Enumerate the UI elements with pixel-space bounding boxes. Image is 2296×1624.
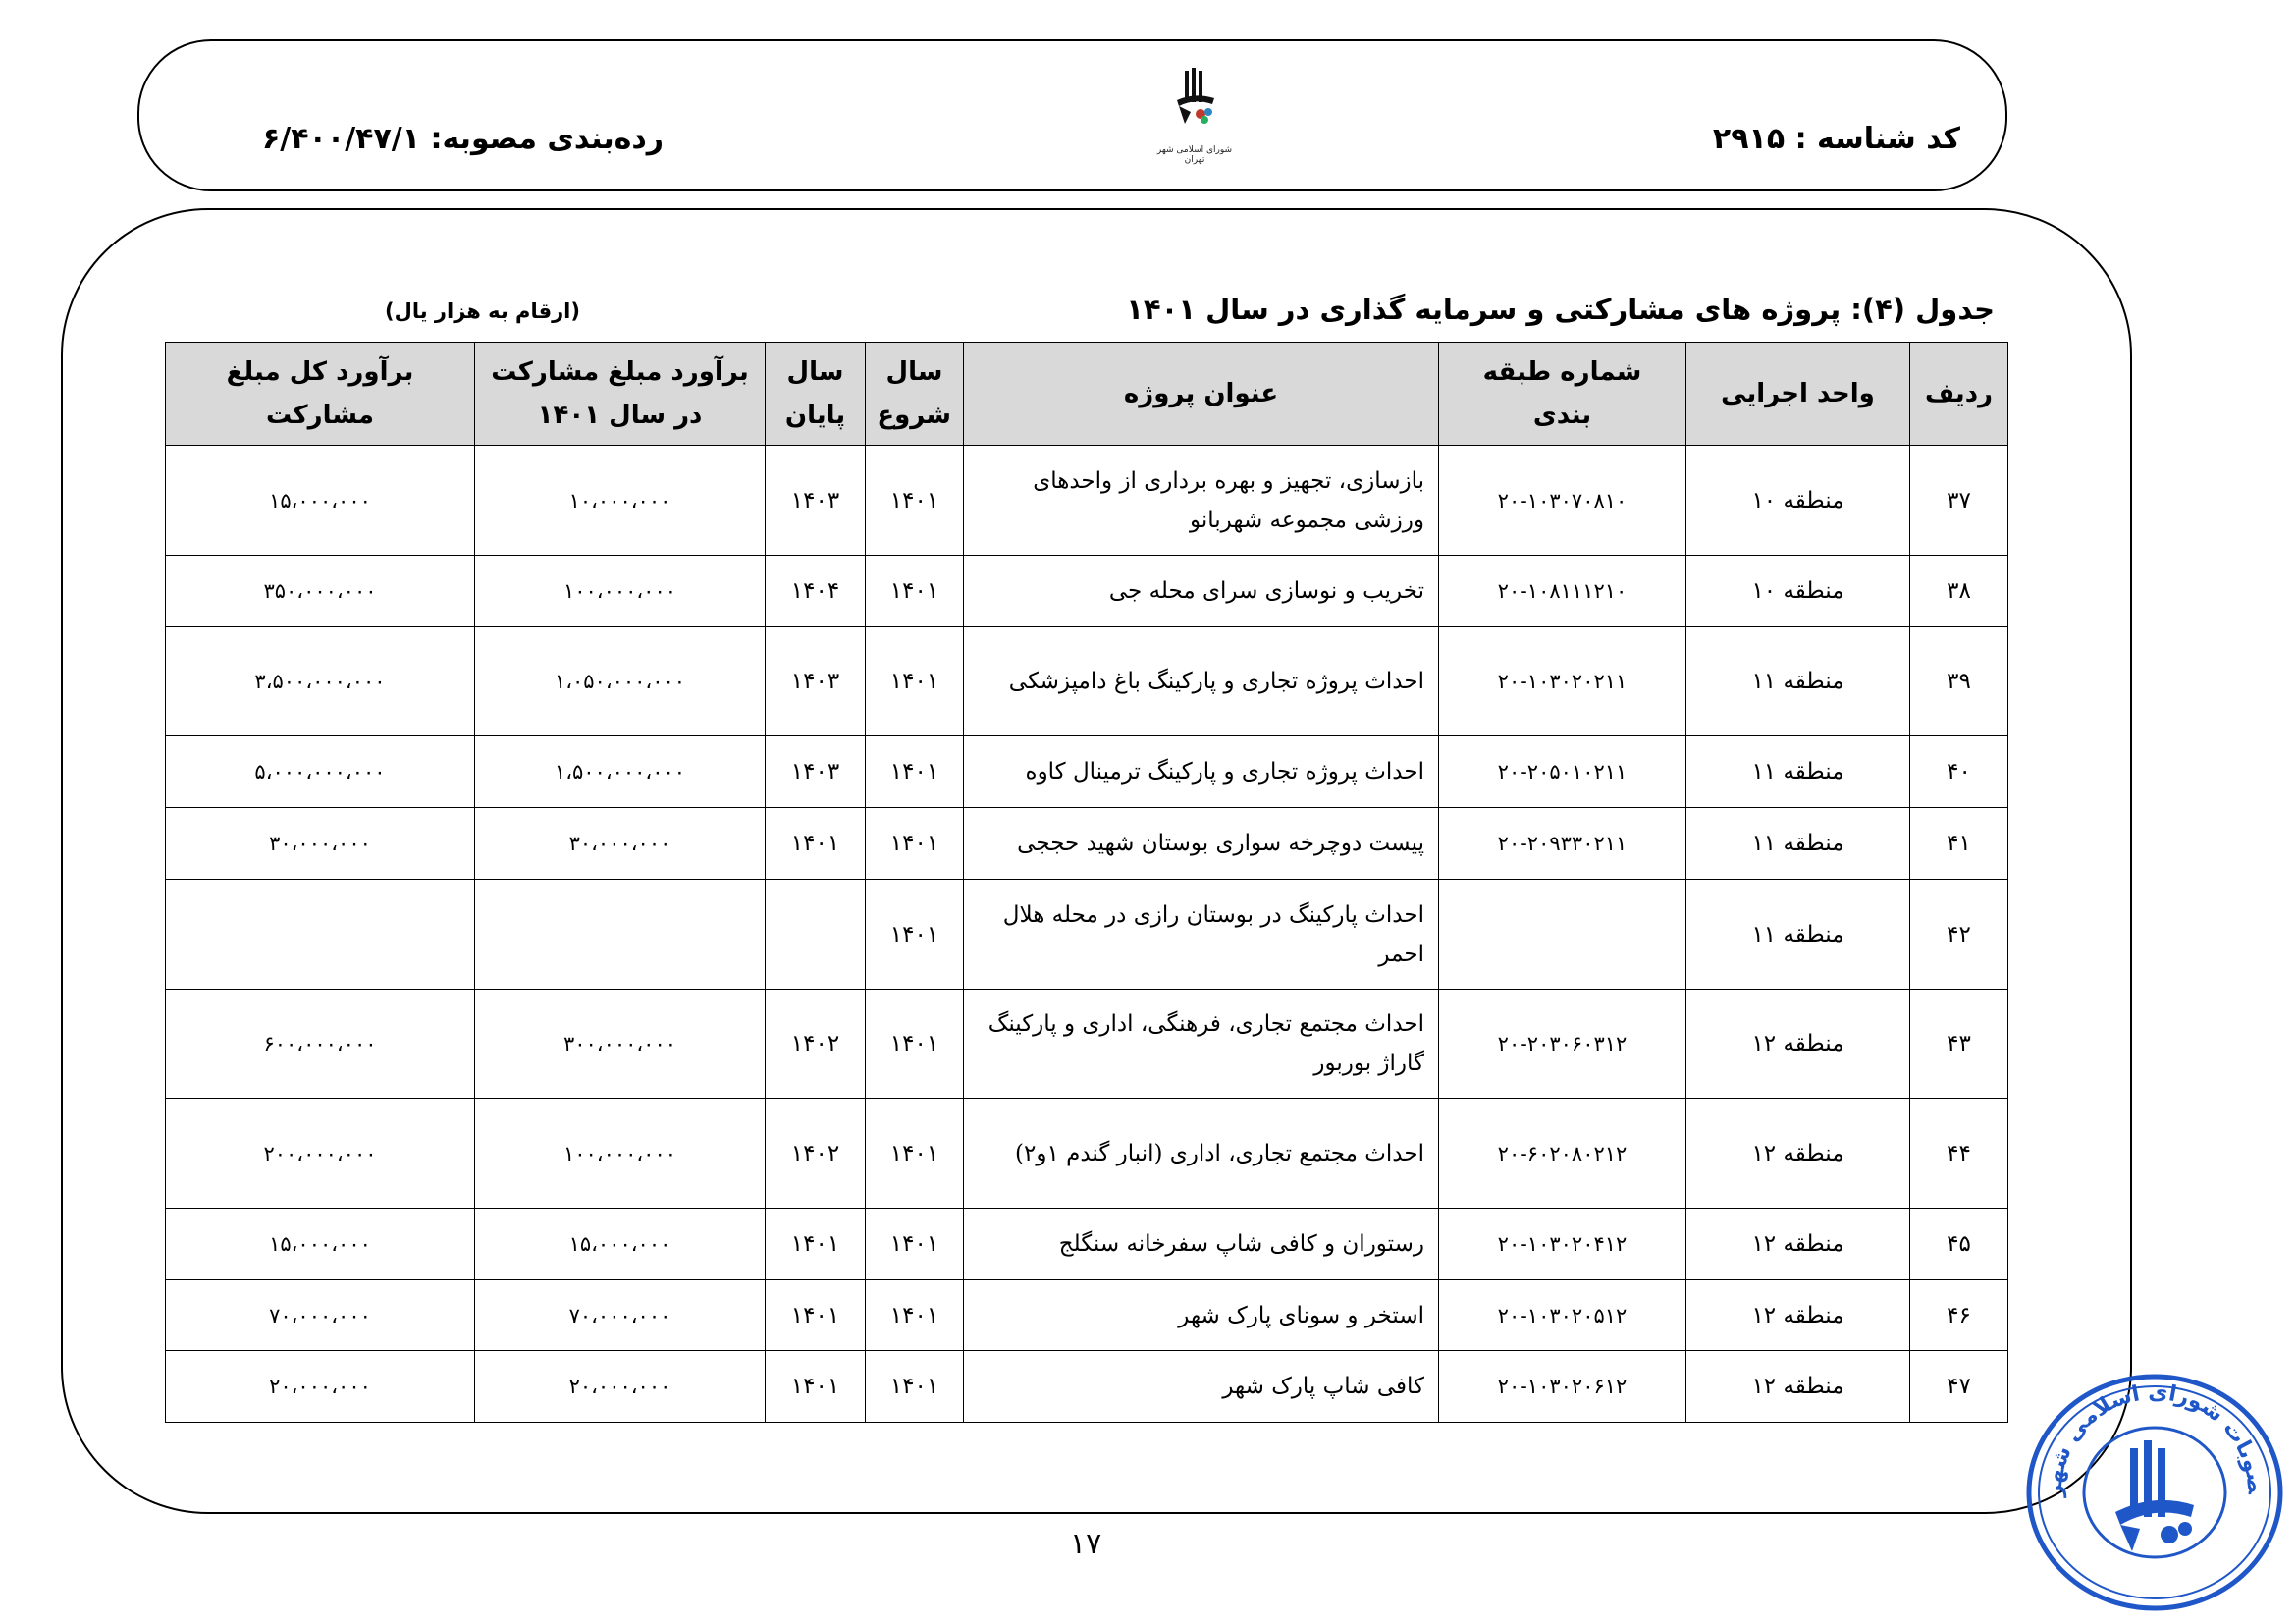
cell-code: ۲۰-۲۰۵۰۱۰۲۱۱ [1439,736,1686,808]
cell-end-year: ۱۴۰۱ [766,1351,866,1423]
cell-code: ۲۰-۱۰۳۰۲۰۵۱۲ [1439,1280,1686,1351]
cell-code: ۲۰-۲۰۹۳۳۰۲۱۱ [1439,808,1686,880]
cell-estimate-1401: ۱۰۰،۰۰۰،۰۰۰ [475,556,766,627]
cell-start-year: ۱۴۰۱ [866,446,964,556]
cell-start-year: ۱۴۰۱ [866,627,964,736]
table-row [166,556,2008,627]
cell-unit: منطقه ۱۱ [1686,627,1910,736]
cell-code: ۲۰-۲۰۳۰۶۰۳۱۲ [1439,990,1686,1099]
cell-end-year: ۱۴۰۲ [766,990,866,1099]
seal-text: صوبات شورای اسلامی شهر [2042,1380,2268,1497]
header-row-number: ردیف [1910,343,2008,446]
table-row [166,1099,2008,1209]
cell-estimate-total: ۷۰،۰۰۰،۰۰۰ [166,1280,475,1351]
cell-title: تخریب و نوسازی سرای محله جی [964,556,1439,627]
table-row [166,627,2008,736]
header-unit: واحد اجرایی [1686,343,1910,446]
cell-title: بازسازی، تجهیز و بهره برداری از واحدهای ورزشی مجموعه شهربانو [964,446,1439,556]
cell-estimate-total: ۱۵،۰۰۰،۰۰۰ [166,446,475,556]
cell-start-year: ۱۴۰۱ [866,736,964,808]
document-header [137,39,2007,191]
cell-end-year: ۱۴۰۲ [766,1099,866,1209]
cell-estimate-1401: ۲۰،۰۰۰،۰۰۰ [475,1351,766,1423]
header-title: عنوان پروژه [964,343,1439,446]
header-start-year: سال شروع [866,343,964,446]
logo-caption: شورای اسلامی شهر تهران [1156,145,1233,165]
cell-estimate-total: ۲۰،۰۰۰،۰۰۰ [166,1351,475,1423]
table-caption: جدول (۴): پروژه های مشارکتی و سرمایه گذاری در سال ۱۴۰۱ [1126,293,1995,326]
cell-code: ۲۰-۱۰۳۰۷۰۸۱۰ [1439,446,1686,556]
cell-start-year: ۱۴۰۱ [866,556,964,627]
cell-title: احداث پروژه تجاری و پارکینگ باغ دامپزشکی [964,627,1439,736]
table-row [166,736,2008,808]
table-row [166,1280,2008,1351]
council-logo-icon [1165,63,1224,141]
cell-unit: منطقه ۱۱ [1686,808,1910,880]
cell-row-number: ۴۴ [1910,1099,2008,1209]
cell-end-year: ۱۴۰۳ [766,446,866,556]
cell-end-year [766,880,866,990]
cell-title: رستوران و کافی شاپ سفرخانه سنگلج [964,1209,1439,1280]
cell-row-number: ۳۹ [1910,627,2008,736]
cell-start-year: ۱۴۰۱ [866,808,964,880]
page-number: ۱۷ [1070,1527,1102,1561]
cell-estimate-total [166,880,475,990]
cell-row-number: ۴۷ [1910,1351,2008,1423]
cell-code [1439,880,1686,990]
cell-title: استخر و سونای پارک شهر [964,1280,1439,1351]
cell-end-year: ۱۴۰۱ [766,1209,866,1280]
header-end-year: سال پایان [766,343,866,446]
cell-unit: منطقه ۱۲ [1686,1280,1910,1351]
unit-note: (ارقام به هزار یال) [385,299,580,323]
cell-start-year: ۱۴۰۱ [866,990,964,1099]
cell-estimate-total: ۱۵،۰۰۰،۰۰۰ [166,1209,475,1280]
header-estimate-total: برآورد کل مبلغ مشارکت [166,343,475,446]
cell-row-number: ۴۵ [1910,1209,2008,1280]
cell-title: احداث پارکینگ در بوستان رازی در محله هلال احمر [964,880,1439,990]
cell-estimate-1401: ۳۰،۰۰۰،۰۰۰ [475,808,766,880]
cell-estimate-total: ۵،۰۰۰،۰۰۰،۰۰۰ [166,736,475,808]
cell-row-number: ۴۰ [1910,736,2008,808]
cell-row-number: ۴۳ [1910,990,2008,1099]
cell-estimate-1401 [475,880,766,990]
table-row [166,808,2008,880]
cell-estimate-1401: ۷۰،۰۰۰،۰۰۰ [475,1280,766,1351]
projects-table [165,342,2008,1423]
cell-unit: منطقه ۱۲ [1686,990,1910,1099]
cell-unit: منطقه ۱۲ [1686,1209,1910,1280]
cell-estimate-1401: ۳۰۰،۰۰۰،۰۰۰ [475,990,766,1099]
cell-estimate-1401: ۱۰۰،۰۰۰،۰۰۰ [475,1099,766,1209]
cell-row-number: ۳۷ [1910,446,2008,556]
cell-estimate-total: ۶۰۰،۰۰۰،۰۰۰ [166,990,475,1099]
cell-code: ۲۰-۱۰۳۰۲۰۴۱۲ [1439,1209,1686,1280]
cell-end-year: ۱۴۰۱ [766,808,866,880]
cell-unit: منطقه ۱۱ [1686,736,1910,808]
cell-end-year: ۱۴۰۱ [766,1280,866,1351]
cell-estimate-total: ۳،۵۰۰،۰۰۰،۰۰۰ [166,627,475,736]
cell-end-year: ۱۴۰۴ [766,556,866,627]
cell-code: ۲۰-۱۰۳۰۲۰۶۱۲ [1439,1351,1686,1423]
cell-unit: منطقه ۱۰ [1686,446,1910,556]
cell-row-number: ۳۸ [1910,556,2008,627]
cell-estimate-total: ۲۰۰،۰۰۰،۰۰۰ [166,1099,475,1209]
header-code: شماره طبقه بندی [1439,343,1686,446]
table-row [166,990,2008,1099]
cell-estimate-1401: ۱،۵۰۰،۰۰۰،۰۰۰ [475,736,766,808]
cell-row-number: ۴۲ [1910,880,2008,990]
cell-code: ۲۰-۱۰۳۰۲۰۲۱۱ [1439,627,1686,736]
cell-estimate-total: ۳۵۰،۰۰۰،۰۰۰ [166,556,475,627]
cell-estimate-1401: ۱۵،۰۰۰،۰۰۰ [475,1209,766,1280]
cell-row-number: ۴۶ [1910,1280,2008,1351]
table-row [166,1209,2008,1280]
cell-start-year: ۱۴۰۱ [866,1099,964,1209]
cell-start-year: ۱۴۰۱ [866,1351,964,1423]
council-logo [1155,63,1234,171]
cell-start-year: ۱۴۰۱ [866,880,964,990]
cell-code: ۲۰-۱۰۸۱۱۱۲۱۰ [1439,556,1686,627]
cell-title: کافی شاپ پارک شهر [964,1351,1439,1423]
cell-title: پیست دوچرخه سواری بوستان شهید حججی [964,808,1439,880]
cell-title: احداث مجتمع تجاری، اداری (انبار گندم ۱و۲) [964,1099,1439,1209]
table-header-row [166,343,2008,446]
table-row [166,446,2008,556]
cell-start-year: ۱۴۰۱ [866,1280,964,1351]
cell-unit: منطقه ۱۲ [1686,1099,1910,1209]
cell-unit: منطقه ۱۰ [1686,556,1910,627]
cell-end-year: ۱۴۰۳ [766,736,866,808]
id-code: کد شناسه : ۲۹۱۵ [1712,122,1960,156]
cell-estimate-total: ۳۰،۰۰۰،۰۰۰ [166,808,475,880]
cell-start-year: ۱۴۰۱ [866,1209,964,1280]
cell-end-year: ۱۴۰۳ [766,627,866,736]
seal-stamp-icon [2022,1370,2287,1615]
table-row [166,880,2008,990]
cell-estimate-1401: ۱۰،۰۰۰،۰۰۰ [475,446,766,556]
classification-code: رده‌بندی مصوبه: ۶/۴۰۰/۴۷/۱ [262,122,665,156]
header-estimate-1401: برآورد مبلغ مشارکت در سال ۱۴۰۱ [475,343,766,446]
cell-unit: منطقه ۱۱ [1686,880,1910,990]
cell-title: احداث مجتمع تجاری، فرهنگی، اداری و پارکینگ گاراژ بوربور [964,990,1439,1099]
table-row [166,1351,2008,1423]
cell-estimate-1401: ۱،۰۵۰،۰۰۰،۰۰۰ [475,627,766,736]
cell-title: احداث پروژه تجاری و پارکینگ ترمینال کاوه [964,736,1439,808]
cell-code: ۲۰-۶۰۲۰۸۰۲۱۲ [1439,1099,1686,1209]
official-seal [2022,1370,2287,1615]
cell-unit: منطقه ۱۲ [1686,1351,1910,1423]
cell-row-number: ۴۱ [1910,808,2008,880]
